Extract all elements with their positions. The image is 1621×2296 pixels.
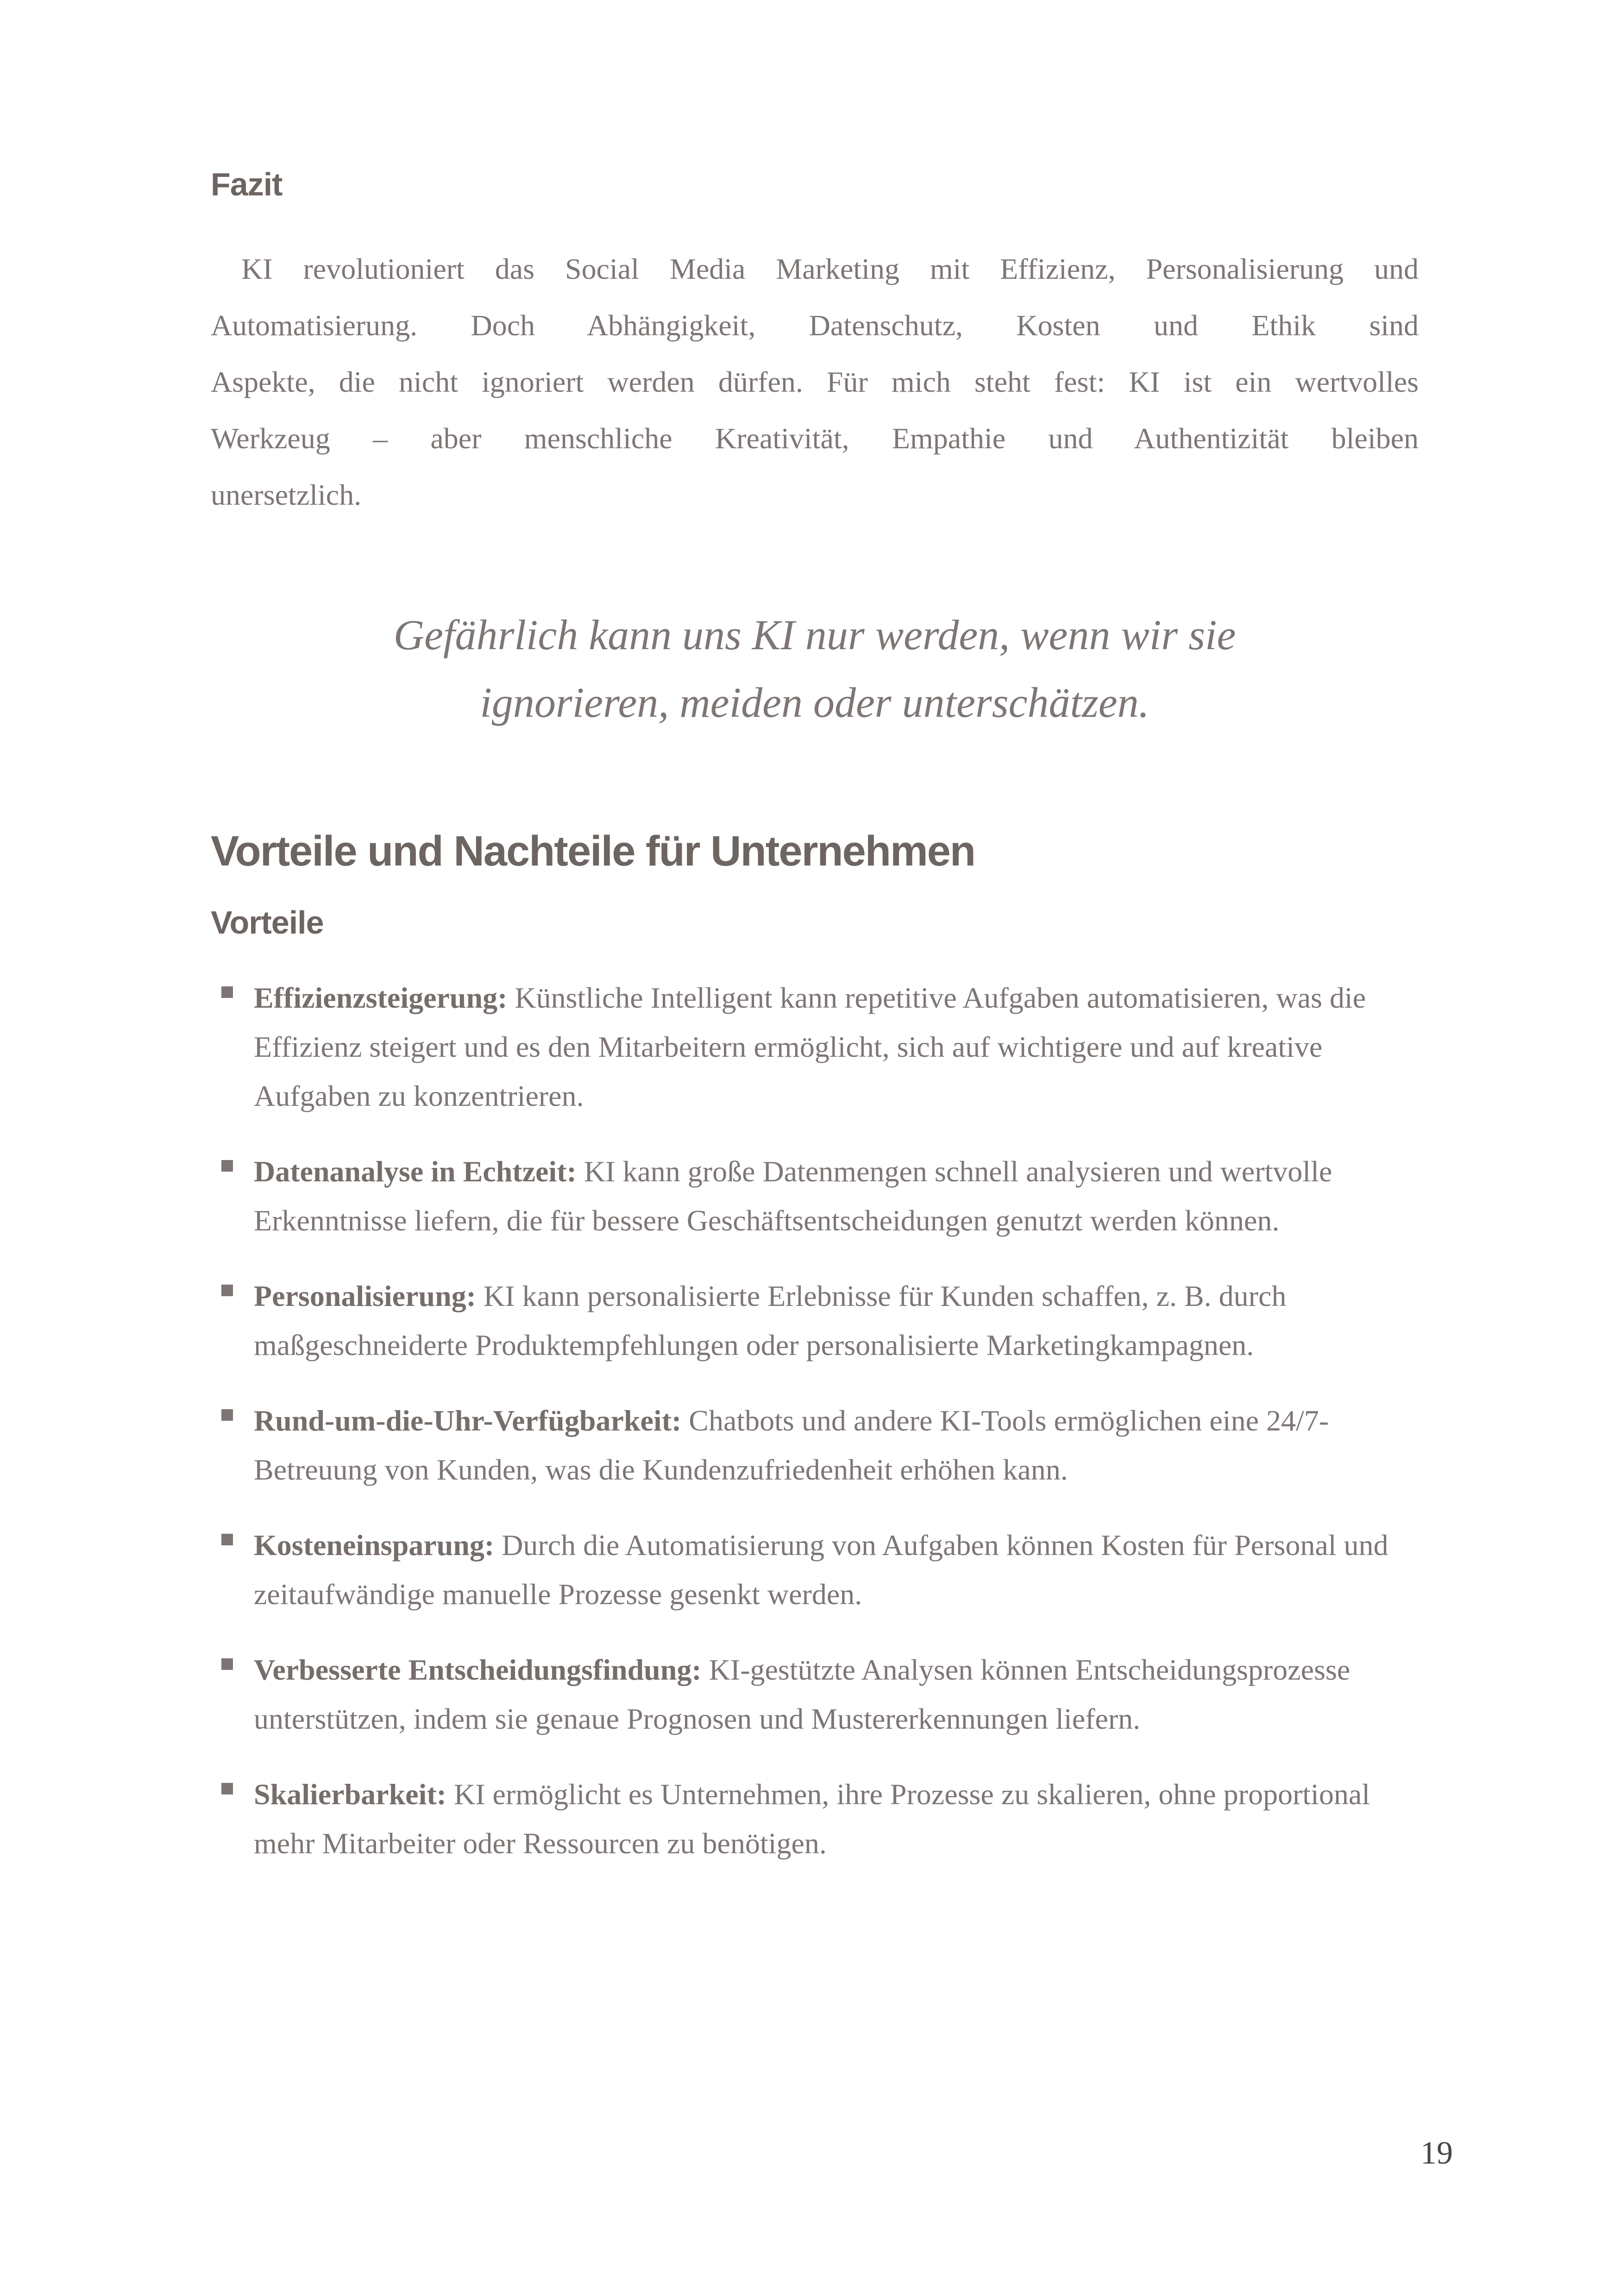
bullet-body: KI kann große Datenmengen schnell analysieren und wertvolle Erkenntnisse liefern, die für bessere Geschäftsentscheidungen genutzt werden können. xyxy=(254,1155,1332,1237)
square-bullet-icon xyxy=(221,1783,233,1794)
bullet-lead: Skalierbarkeit: xyxy=(254,1778,446,1811)
square-bullet-icon xyxy=(221,1160,233,1172)
bullet-lead: Personalisierung: xyxy=(254,1280,476,1312)
square-bullet-icon xyxy=(221,1534,233,1545)
list-item xyxy=(211,1770,1419,1868)
bullet-body: Durch die Automatisierung von Aufgaben können Kosten für Personal und zeitaufwändige manuelle Prozesse gesenkt werden. xyxy=(254,1529,1389,1611)
bullet-lead: Kosteneinsparung: xyxy=(254,1529,495,1562)
bullet-body: Chatbots und andere KI-Tools ermöglichen eine 24/7-Betreuung von Kunden, was die Kundenzufriedenheit erhöhen kann. xyxy=(254,1404,1329,1486)
bullet-text xyxy=(254,1778,1370,1860)
bullet-text xyxy=(254,1653,1350,1735)
page-number: 19 xyxy=(1420,2135,1453,2171)
quote-line: ignorieren, meiden oder unterschätzen. xyxy=(480,679,1150,726)
section-heading-vorteile-und-nachteile: Vorteile und Nachteile für Unternehmen xyxy=(211,828,975,875)
bullet-lead: Verbesserte Entscheidungsfindung: xyxy=(254,1653,702,1686)
list-item xyxy=(211,1396,1419,1494)
list-item xyxy=(211,973,1419,1121)
bullet-text xyxy=(254,1280,1286,1361)
subheading-vorteile: Vorteile xyxy=(211,904,324,941)
paragraph-line: Werkzeug – aber menschliche Kreativität, Empathie und Authentizität bleiben xyxy=(211,422,1419,455)
square-bullet-icon xyxy=(221,1409,233,1421)
list-item xyxy=(211,1521,1419,1619)
paragraph-line: Aspekte, die nicht ignoriert werden dürfen. Für mich steht fest: KI ist ein wertvolles xyxy=(211,365,1419,398)
fazit-heading: Fazit xyxy=(211,166,283,202)
bullet-text xyxy=(254,1529,1389,1611)
pull-quote xyxy=(211,601,1419,736)
bullet-lead: Rund-um-die-Uhr-Verfügbarkeit: xyxy=(254,1404,682,1437)
bullet-text xyxy=(254,1404,1329,1486)
paragraph-line: unersetzlich. xyxy=(211,478,362,511)
paragraph-line: Automatisierung. Doch Abhängigkeit, Datenschutz, Kosten und Ethik sind xyxy=(211,309,1419,342)
bullet-body: KI kann personalisierte Erlebnisse für Kunden schaffen, z. B. durch maßgeschneiderte Produktempfehlungen oder personalisierte Marketingkampagnen. xyxy=(254,1280,1287,1361)
list-item xyxy=(211,1272,1419,1370)
square-bullet-icon xyxy=(221,986,233,998)
fazit-paragraph xyxy=(211,241,1419,523)
quote-line: Gefährlich kann uns KI nur werden, wenn wir sie xyxy=(393,611,1236,659)
bullet-lead: Datenanalyse in Echtzeit: xyxy=(254,1155,577,1188)
bullet-text xyxy=(254,1155,1332,1237)
square-bullet-icon xyxy=(221,1285,233,1296)
bullet-text xyxy=(254,981,1366,1112)
square-bullet-icon xyxy=(221,1658,233,1670)
bullet-lead: Effizienzsteigerung: xyxy=(254,981,508,1014)
vorteile-bullet-list xyxy=(211,973,1419,1895)
bullet-body: KI ermöglicht es Unternehmen, ihre Prozesse zu skalieren, ohne proportional mehr Mitarbeiter oder Ressourcen zu benötigen. xyxy=(254,1778,1370,1860)
bullet-body: KI-gestützte Analysen können Entscheidungsprozesse unterstützen, indem sie genaue Prognosen und Mustererkennungen liefern. xyxy=(254,1653,1351,1735)
bullet-body: Künstliche Intelligent kann repetitive Aufgaben automatisieren, was die Effizienz steigert und es den Mitarbeitern ermöglicht, sich auf wichtigere und auf kreative Aufgaben zu konzentrieren. xyxy=(254,981,1366,1112)
paragraph-line: KI revolutioniert das Social Media Marketing mit Effizienz, Personalisierung und xyxy=(241,252,1419,285)
list-item xyxy=(211,1645,1419,1744)
list-item xyxy=(211,1147,1419,1245)
